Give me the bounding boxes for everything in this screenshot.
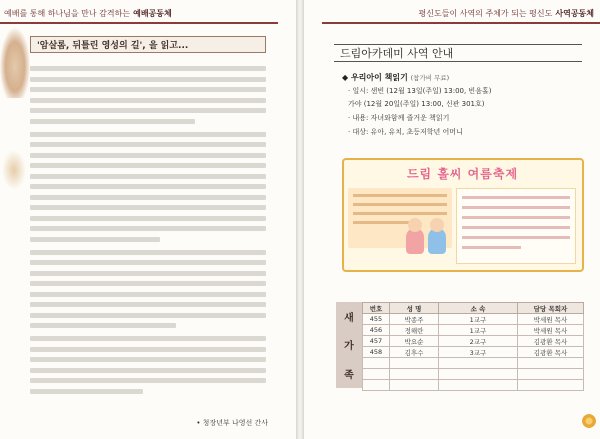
new-family-label xyxy=(336,302,362,388)
running-header-right xyxy=(419,6,594,20)
new-family-table xyxy=(362,302,584,391)
new-family-char-2: 가 xyxy=(344,341,354,353)
cell-pastor: 김광환 목사 xyxy=(518,336,584,347)
event-detail-date-2: 가야 (12월 20일(주일) 13:00, 신관 301호) xyxy=(348,100,485,108)
paragraph-4 xyxy=(30,336,266,394)
article-title: '암살롬, 뒤틀린 영성의 길', 을 읽고... xyxy=(30,36,266,53)
cell-group: 1교구 xyxy=(439,314,518,325)
event-detail-content: · 내용: 자녀와함께 즐거운 책읽기 xyxy=(348,114,450,122)
cell-number: 458 xyxy=(363,347,390,358)
cell-group: 1교구 xyxy=(439,325,518,336)
book-gutter xyxy=(296,0,304,439)
cell-group: 3교구 xyxy=(439,347,518,358)
cell-name: 박요순 xyxy=(390,336,439,347)
paragraph-1 xyxy=(30,66,266,124)
right-page xyxy=(304,0,600,439)
paragraph-2 xyxy=(30,132,266,242)
poster-title: 드림 홀씨 여름축제 xyxy=(406,167,519,181)
ornament-decoration xyxy=(2,150,26,190)
cell-number: 457 xyxy=(363,336,390,347)
running-header-prefix: 평신도들이 사역의 주체가 되는 평신도 xyxy=(418,8,553,18)
cell-number: 456 xyxy=(363,325,390,336)
running-header-left xyxy=(4,6,172,20)
table-row xyxy=(363,347,584,358)
cell-pastor: 박세원 목사 xyxy=(518,325,584,336)
running-header-emphasis: 예배공동체 xyxy=(133,8,172,18)
paragraph-3 xyxy=(30,250,266,329)
running-header-prefix: 예배를 통해 하나님을 만나 감격하는 xyxy=(4,8,131,18)
event-poster xyxy=(342,158,584,272)
header-rule xyxy=(322,22,600,24)
event-heading xyxy=(342,72,449,83)
cell-pastor: 박세원 목사 xyxy=(518,314,584,325)
table-row xyxy=(363,314,584,325)
flower-decoration xyxy=(581,413,597,429)
table-row xyxy=(363,325,584,336)
cell-group: 2교구 xyxy=(439,336,518,347)
col-number: 번호 xyxy=(363,303,390,314)
event-detail-audience: · 대상: 유아, 유치, 초등저학년 어머니 xyxy=(348,128,463,136)
new-family-char-3: 족 xyxy=(344,370,354,382)
header-rule xyxy=(0,22,278,24)
child-girl-icon xyxy=(406,228,424,254)
col-group: 소 속 xyxy=(439,303,518,314)
article-body xyxy=(30,60,266,402)
col-name: 성 명 xyxy=(390,303,439,314)
cell-name: 박종주 xyxy=(390,314,439,325)
child-boy-icon xyxy=(428,228,446,254)
vase-decoration xyxy=(0,28,30,98)
table-row-empty xyxy=(363,369,584,380)
table-row xyxy=(363,336,584,347)
new-family-char-1: 새 xyxy=(344,312,354,324)
left-page xyxy=(0,0,296,439)
event-name: ◆ 우리아이 책읽기 xyxy=(342,73,408,82)
cell-number: 455 xyxy=(363,314,390,325)
byline: • 청장년부 나영선 간사 xyxy=(196,419,268,427)
event-detail-date-1: · 일시: 샌빈 (12월 13일(주일) 13:00, 빈음홀) xyxy=(348,87,492,95)
section-title: 드림아카데미 사역 안내 xyxy=(334,44,582,62)
table-row-empty xyxy=(363,358,584,369)
table-row-empty xyxy=(363,380,584,391)
cell-name: 김후수 xyxy=(390,347,439,358)
running-header-emphasis: 사역공동체 xyxy=(555,8,594,18)
poster-info xyxy=(456,188,576,264)
event-note: (참가비 무료) xyxy=(410,74,450,82)
col-pastor: 담당 목회자 xyxy=(518,303,584,314)
table-header-row xyxy=(363,303,584,314)
cell-pastor: 김광환 목사 xyxy=(518,347,584,358)
cell-name: 정해란 xyxy=(390,325,439,336)
